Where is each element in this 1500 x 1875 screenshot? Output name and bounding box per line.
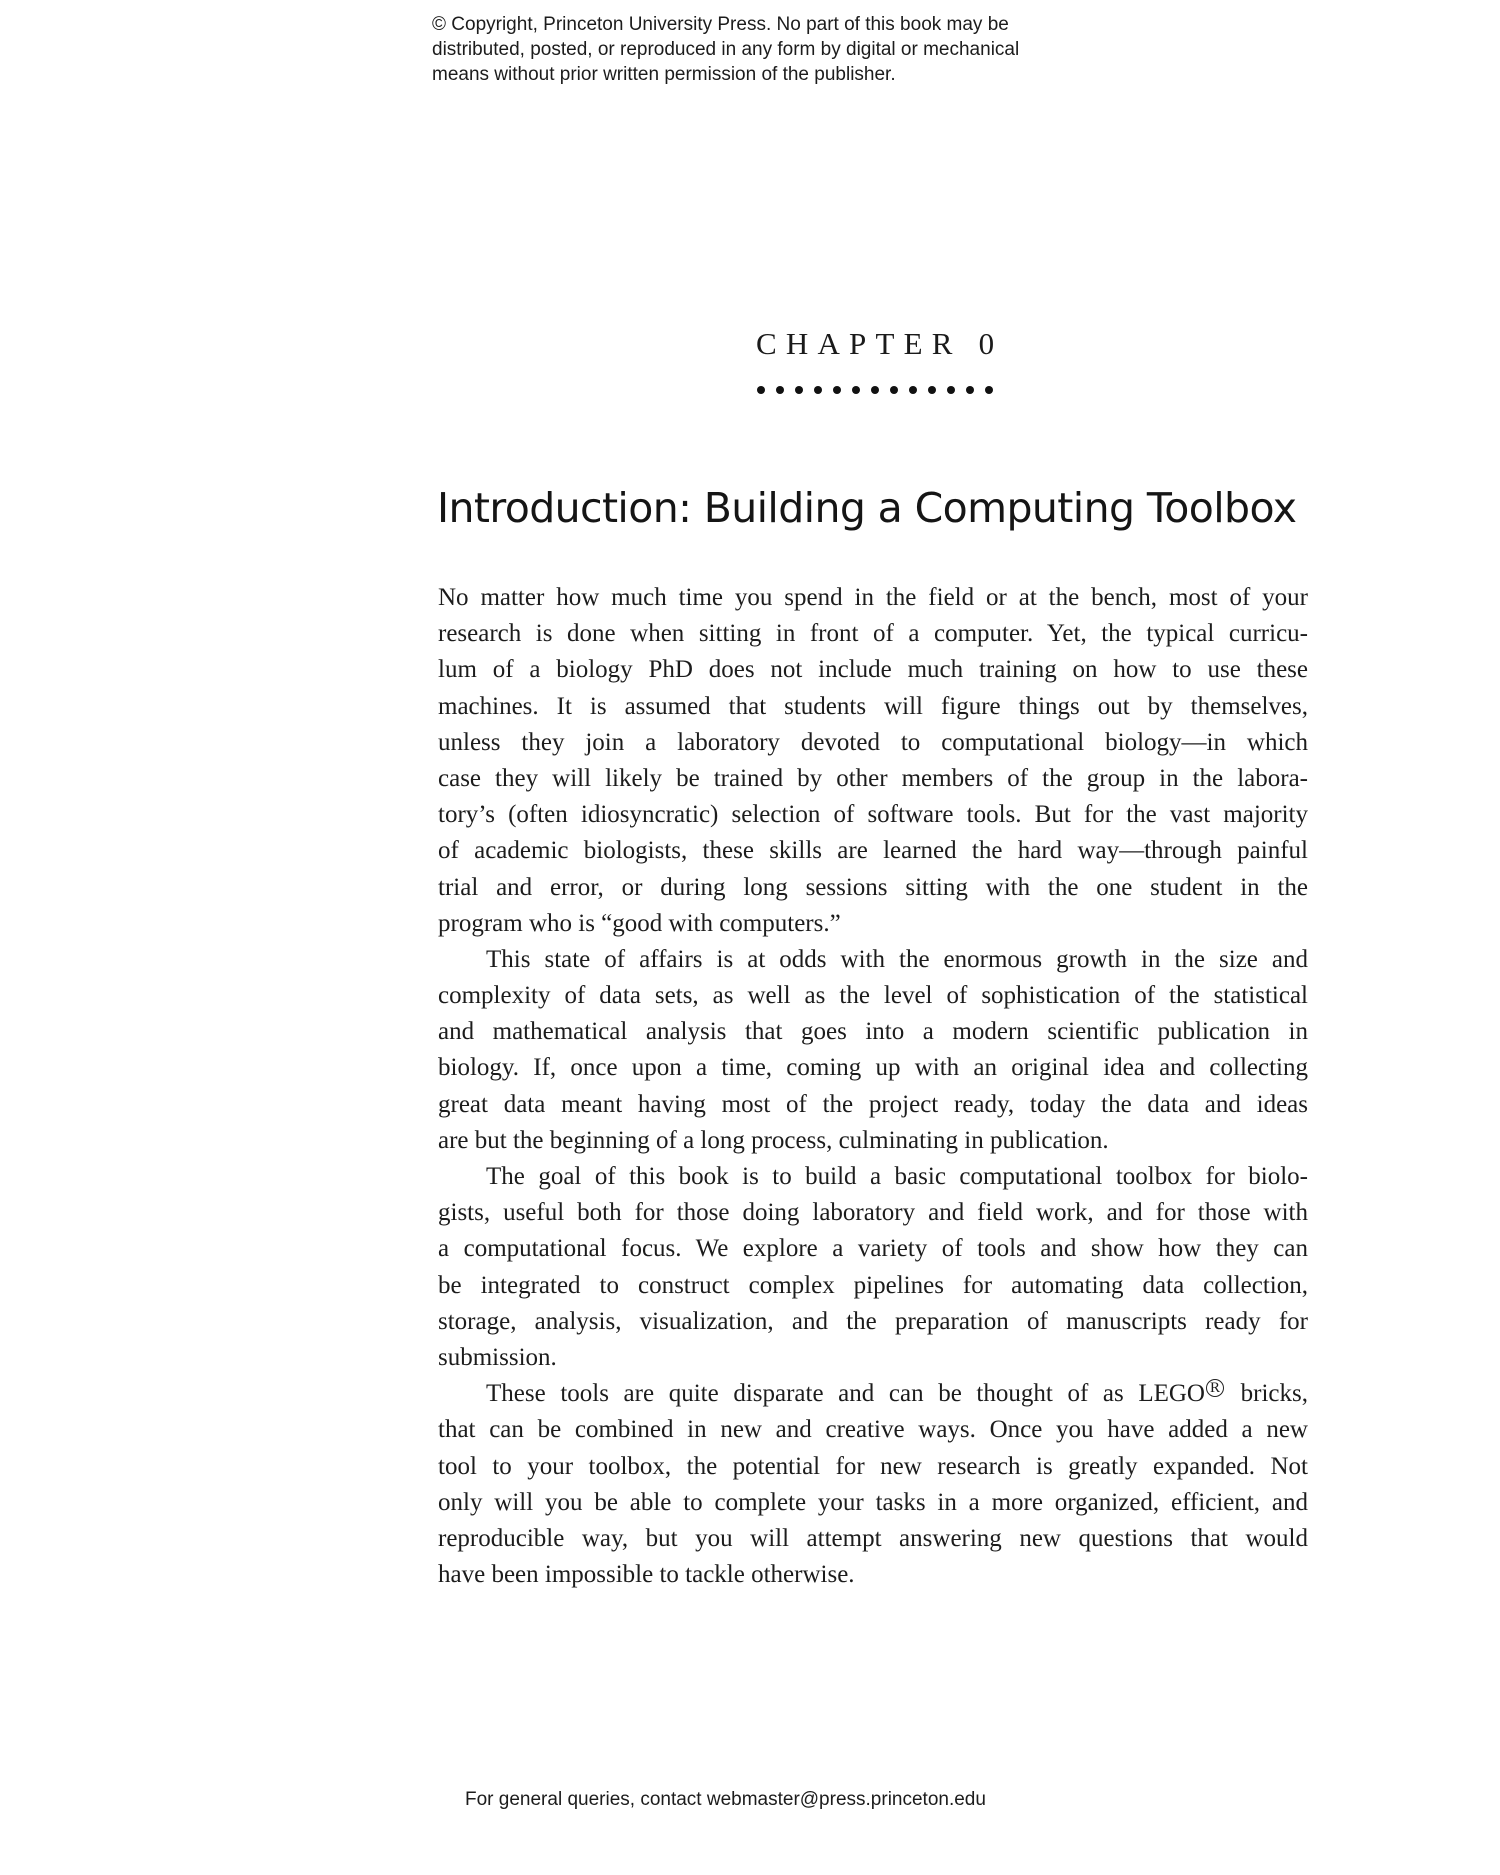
copyright-line: means without prior written permission of the publisher.: [432, 64, 896, 85]
text-line: The goal of this book is to build a basic computational toolbox for biolo-: [486, 1163, 1308, 1190]
ornament-dot: [966, 386, 974, 394]
text-line: great data meant having most of the project ready, today the data and ideas: [438, 1090, 1308, 1118]
text-line: tory’s (often idiosyncratic) selection of software tools. But for the vast majority: [438, 801, 1308, 829]
footer-contact: For general queries, contact webmaster@press.princeton.edu: [465, 1789, 986, 1810]
text-line: biology. If, once upon a time, coming up with an original idea and collecting: [438, 1054, 1308, 1082]
text-line: tool to your toolbox, the potential for new research is greatly expanded. Not: [438, 1452, 1308, 1480]
paragraph: [438, 942, 1308, 1159]
ornament-dot: [871, 386, 879, 394]
copyright-line: distributed, posted, or reproduced in any form by digital or mechanical: [432, 39, 1020, 60]
ornament-dot: [833, 386, 841, 394]
ornament-dot: [985, 386, 993, 394]
paragraph: [438, 1159, 1308, 1376]
ornament-dot: [776, 386, 784, 394]
ornament-dot: [890, 386, 898, 394]
text-line: are but the beginning of a long process, culminating in publication.: [438, 1126, 1109, 1154]
chapter-label: CHAPTER 0: [756, 326, 1004, 361]
text-line: lum of a biology PhD does not include much training on how to use these: [438, 656, 1308, 684]
text-fragment: These tools are quite disparate and can be thought of as LEGO: [486, 1380, 1205, 1408]
text-line: case they will likely be trained by other members of the group in the labora-: [438, 764, 1308, 792]
ornament-dot: [909, 386, 917, 394]
copyright-line: © Copyright, Princeton University Press. No part of this book may be: [432, 14, 1009, 35]
text-line: reproducible way, but you will attempt answering new questions that would: [438, 1524, 1308, 1552]
ornament-dot: [928, 386, 936, 394]
registered-trademark-icon: R: [1206, 1379, 1224, 1397]
chapter-ornament: [757, 386, 993, 396]
text-line: No matter how much time you spend in the field or at the bench, most of your: [438, 584, 1308, 611]
text-line: machines. It is assumed that students will figure things out by themselves,: [438, 692, 1308, 720]
chapter-body: [438, 580, 1308, 1593]
text-line: unless they join a laboratory devoted to computational biology—in which: [438, 728, 1308, 756]
ornament-dot: [795, 386, 803, 394]
ornament-dot: [814, 386, 822, 394]
text-line: of academic biologists, these skills are learned the hard way—through painful: [438, 837, 1308, 865]
chapter-title: Introduction: Building a Computing Toolbox: [437, 484, 1297, 533]
text-line: and mathematical analysis that goes into a modern scientific publication in: [438, 1018, 1308, 1046]
ornament-dot: [947, 386, 955, 394]
text-line: complexity of data sets, as well as the level of sophistication of the statistical: [438, 982, 1308, 1010]
paragraph: [438, 1376, 1308, 1593]
text-line: gists, useful both for those doing laboratory and field work, and for those with: [438, 1199, 1308, 1227]
text-line: only will you be able to complete your tasks in a more organized, efficient, and: [438, 1488, 1308, 1516]
text-line: [438, 1376, 1308, 1412]
text-line: submission.: [438, 1343, 557, 1371]
text-line: have been impossible to tackle otherwise.: [438, 1561, 855, 1589]
text-line: storage, analysis, visualization, and the preparation of manuscripts ready for: [438, 1307, 1308, 1335]
paragraph: [438, 580, 1308, 942]
copyright-notice: [432, 12, 1092, 87]
text-line: that can be combined in new and creative ways. Once you have added a new: [438, 1416, 1308, 1444]
text-line: program who is “good with computers.”: [438, 909, 841, 937]
text-line: This state of affairs is at odds with the enormous growth in the size and: [486, 945, 1308, 973]
ornament-dot: [852, 386, 860, 394]
text-fragment: bricks,: [1226, 1380, 1308, 1408]
text-line: trial and error, or during long sessions sitting with the one student in the: [438, 873, 1308, 901]
text-line: research is done when sitting in front of a computer. Yet, the typical curricu-: [438, 620, 1308, 648]
ornament-dot: [757, 386, 765, 394]
text-line: a computational focus. We explore a variety of tools and show how they can: [438, 1235, 1308, 1263]
text-line: be integrated to construct complex pipelines for automating data collection,: [438, 1271, 1308, 1299]
